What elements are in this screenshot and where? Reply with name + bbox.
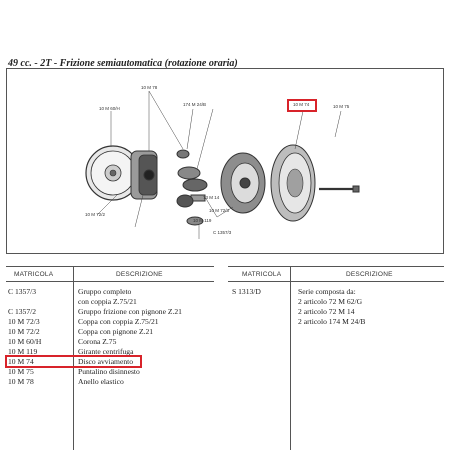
part-label: C 1357/3 [213,230,232,235]
centrifugal-parts-drawing [177,150,207,225]
table-cell-description: Anello elastico [78,377,124,386]
starter-disc-drawing [271,145,315,221]
column-header-code: MATRICOLA [14,271,54,278]
highlighted-part-marker [287,99,317,112]
table-cell-code: S 1313/D [232,287,261,296]
part-label: 174 M 24/B [183,102,207,107]
table-cell-description: Coppa con pignone Z.21 [78,327,154,336]
column-header-description: DESCRIZIONE [116,271,163,278]
part-label: 10 M 78 [141,85,158,90]
column-header-code: MATRICOLA [242,271,282,278]
left-parts-table [6,266,214,450]
table-cell-code: 10 M 72/2 [8,327,40,336]
parts-illustration [7,69,445,255]
part-label: 73 M 14 [203,195,220,200]
table-cell-code: 10 M 119 [8,347,38,356]
table-cell-description: 2 articolo 72 M 14 [298,307,355,316]
page-title: 49 cc. - 2T - Frizione semiautomatica (rotazione oraria) [8,58,238,69]
part-label: 10 M 74 [293,102,310,107]
exploded-parts-diagram [6,68,444,254]
part-label: 10 M 72/2 [85,212,106,217]
table-cell-code: C 1357/3 [8,287,37,296]
table-cell-description: 2 articolo 174 M 24/B [298,317,366,326]
table-cell-code: 10 M 74 [8,357,34,366]
clutch-cup-drawing [131,151,157,199]
table-cell-code: 10 M 75 [8,367,34,376]
right-parts-table [228,266,444,450]
table-cell-code: 10 M 72/3 [8,317,40,326]
part-label: 10 M 72/3 [209,208,230,213]
table-cell-description: Gruppo completo [78,287,132,296]
table-cell-code: C 1357/2 [8,307,37,316]
centrifugal-impeller-drawing [221,153,265,213]
part-label: 10 M 60/H [99,106,120,111]
table-cell-code: 10 M 60/H [8,337,42,346]
table-cell-description: 2 articolo 72 M 62/G [298,297,363,306]
table-cell-description: Disco avviamento [78,357,134,366]
table-cell-description: con coppia Z.75/21 [78,297,137,306]
table-cell-description: Corona Z.75 [78,337,117,346]
table-cell-description: Puntalino disinnesto [78,367,140,376]
table-cell-description: Serie composta da: [298,287,356,296]
table-cell-description: Girante centrifuga [78,347,134,356]
part-label: 10 M 119 [193,218,212,223]
table-cell-description: Gruppo frizione con pignone Z.21 [78,307,182,316]
part-label: 10 M 75 [333,104,350,109]
table-cell-code: 10 M 78 [8,377,34,386]
column-header-description: DESCRIZIONE [346,271,393,278]
highlighted-row-marker [5,355,142,368]
table-cell-description: Coppa con coppia Z.75/21 [78,317,159,326]
release-pin-drawing [319,186,359,192]
